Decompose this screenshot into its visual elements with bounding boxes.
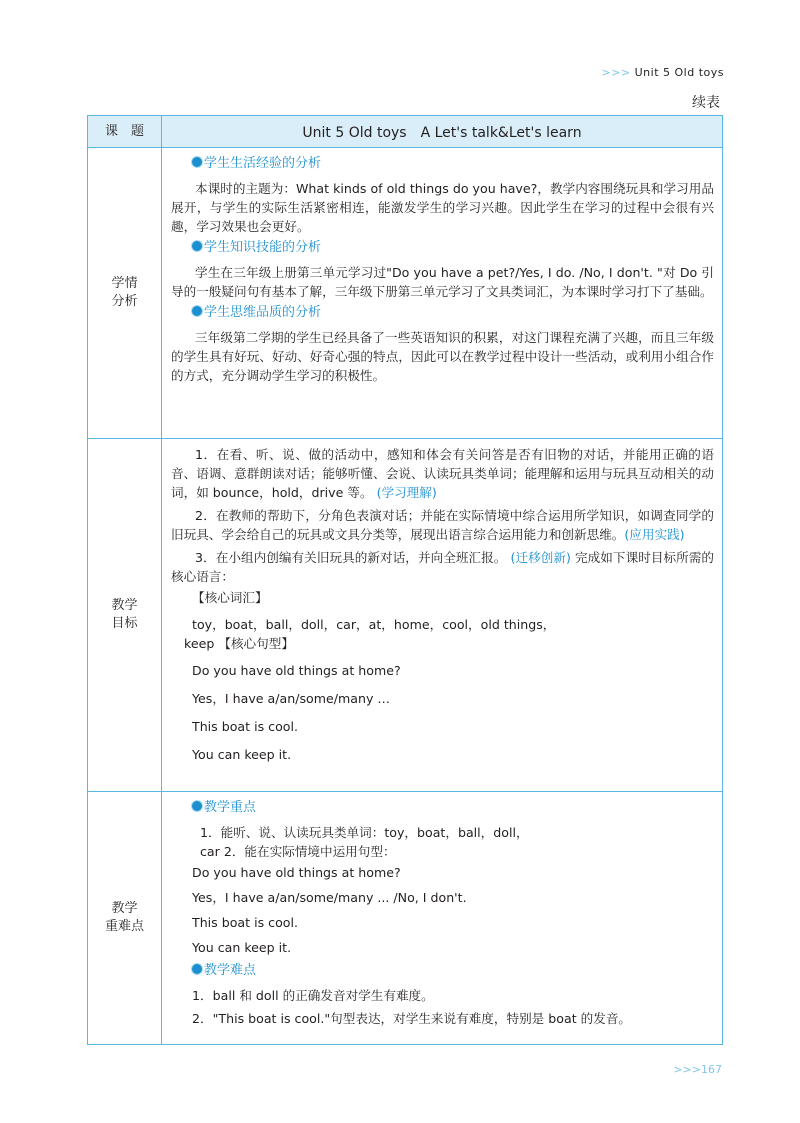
pattern-heading: 【核心句型】: [218, 636, 294, 651]
objectives-content: [162, 439, 723, 792]
vocab-list: toy，boat，ball，doll，car，at，home，cool，old things，: [192, 617, 556, 632]
bullet-dot-icon: [191, 963, 203, 975]
vocab-heading: 【核心词汇】: [192, 590, 268, 605]
situation-row: [88, 148, 723, 439]
focus-sentence-2: Yes，I have a/an/some/many ... /No, I don't.: [192, 890, 467, 905]
objectives-row: [88, 439, 723, 792]
key-points-label: 教学 重难点: [88, 792, 162, 1045]
objectives-label: 教学 目标: [88, 439, 162, 792]
focus-sentence-1: Do you have old things at home?: [192, 865, 401, 880]
tag-application: (应用实践): [624, 527, 685, 542]
knowledge-skill-text: 学生在三年级上册第三单元学习过"Do you have a pet?/Yes, I do. /No, I don't. "对 Do 引导的一般疑问句有基本了解，三年级下册第三单元学习了文具类词汇，为本课时学习打下了基础。: [171, 265, 714, 299]
focus-sentence-4: You can keep it.: [192, 940, 292, 955]
bullet-dot-icon: [191, 240, 203, 252]
focus-item-1: 1．能听、说、认读玩具类单词：toy，boat，ball，doll，: [200, 825, 529, 840]
situation-label: 学情 分析: [88, 148, 162, 439]
bullet-dot-icon: [191, 305, 203, 317]
objective-3: 3．在小组内创编有关旧玩具的新对话，并向全班汇报。 (迁移创新) 完成如下课时目标所需的核心语言：: [171, 550, 714, 584]
running-title: Unit 5 Old toys: [634, 66, 724, 79]
core-sentence-1: Do you have old things at home?: [192, 663, 401, 678]
continued-label: 续表: [692, 95, 720, 111]
core-sentence-2: Yes，I have a/an/some/many …: [192, 691, 390, 706]
vocab-keep-line: keep 【核心句型】: [184, 636, 294, 651]
page-number: >>>167: [673, 1063, 722, 1076]
knowledge-skill-heading: 学生知识技能的分析: [191, 238, 714, 257]
difficulty-item-2: 2．"This boat is cool."句型表达，对学生来说有难度，特别是 boat 的发音。: [192, 1011, 632, 1026]
key-points-content: [162, 792, 723, 1045]
focus-item-2: car 2．能在实际情境中运用句型：: [200, 844, 396, 859]
key-points-row: [88, 792, 723, 1045]
difficulty-item-1: 1．ball 和 doll 的正确发音对学生有难度。: [192, 988, 434, 1003]
lesson-plan-table: [87, 115, 723, 1045]
life-experience-text: 本课时的主题为：What kinds of old things do you have?，教学内容围绕玩具和学习用品展开，与学生的实际生活紧密相连，能激发学生的学习兴趣。因此学生在学习的过程中会很有兴趣，学习效果也会更好。: [171, 181, 714, 234]
bullet-dot-icon: [191, 156, 203, 168]
header-arrows: >>>: [601, 66, 631, 79]
core-sentence-3: This boat is cool.: [192, 719, 298, 734]
focus-heading: 教学重点: [191, 798, 714, 817]
life-experience-heading: 学生生活经验的分析: [191, 154, 714, 173]
thinking-quality-text: 三年级第二学期的学生已经具备了一些英语知识的积累，对这门课程充满了兴趣，而且三年级的学生具有好玩、好动、好奇心强的特点，因此可以在教学过程中设计一些活动，或利用小组合作的方式，充分调动学生学习的积极性。: [171, 330, 714, 383]
tag-understanding: (学习理解): [376, 485, 437, 500]
tag-innovation: (迁移创新): [510, 550, 571, 565]
focus-sentence-3: This boat is cool.: [192, 915, 298, 930]
bullet-dot-icon: [191, 800, 203, 812]
objective-2: 2．在教师的帮助下，分角色表演对话；并能在实际情境中综合运用所学知识，如调查同学的旧玩具、学会给自己的玩具或文具分类等，展现出语言综合运用能力和创新思维。(应用实践): [171, 508, 714, 542]
situation-content: [162, 148, 723, 439]
objective-1: 1．在看、听、说、做的活动中，感知和体会有关问答是否有旧物的对话，并能用正确的语音、语调、意群朗读对话；能够听懂、会说、认读玩具类单词；能理解和运用与玩具互动相关的动词，如 bounce，hold，drive 等。 (学习理解): [171, 447, 714, 500]
core-sentence-4: You can keep it.: [192, 747, 292, 762]
topic-row: [88, 116, 723, 148]
topic-value: Unit 5 Old toys A Let's talk&Let's learn: [162, 116, 723, 148]
difficulty-heading: 教学难点: [191, 961, 714, 980]
thinking-quality-heading: 学生思维品质的分析: [191, 303, 714, 322]
running-header: [601, 66, 724, 79]
topic-label: 课 题: [88, 116, 162, 148]
